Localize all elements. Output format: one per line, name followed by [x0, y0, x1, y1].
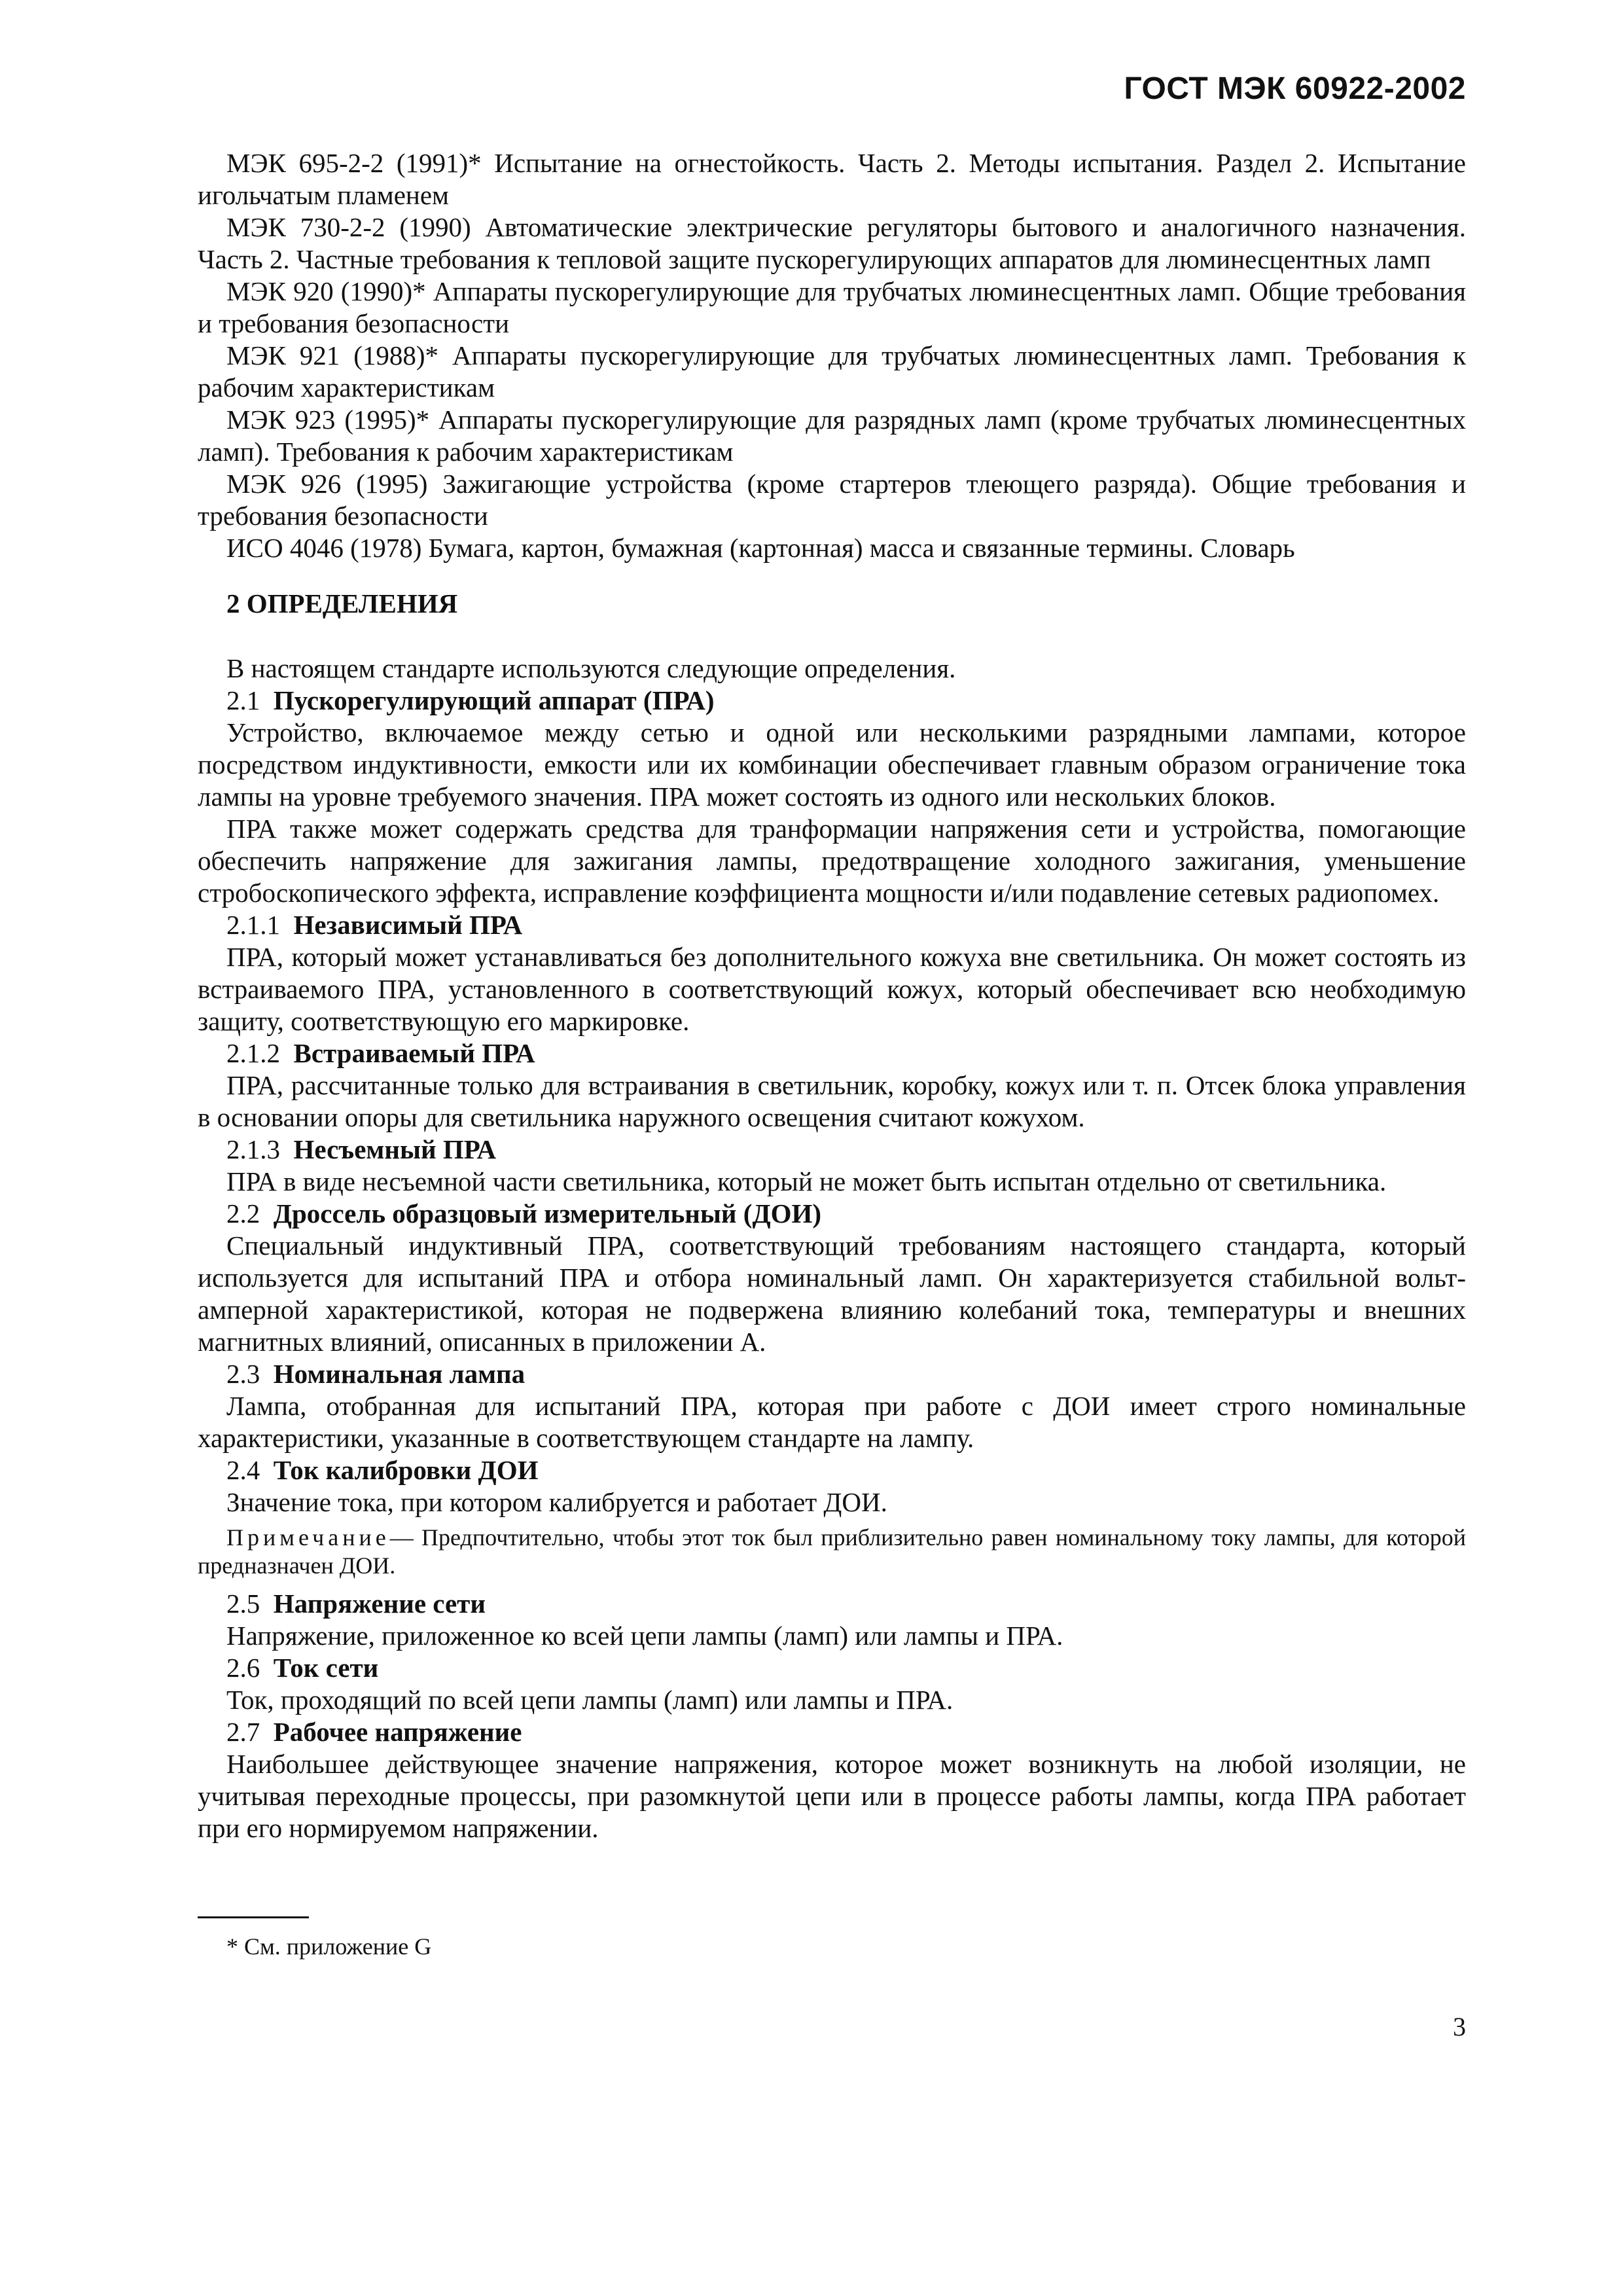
definition-text: ПРА, рассчитанные только для встраивания в светильник, коробку, кожух или т. п. Отсек блока управления в основании опоры для светильника наружного освещения считают кожухом. — [198, 1070, 1466, 1132]
term-number: 2.4 — [226, 1455, 260, 1485]
footnote-divider — [198, 1916, 309, 1918]
reference-entry: МЭК 921 (1988)* Аппараты пускорегулирующие для трубчатых люминесцентных ламп. Требования к рабочим характеристикам — [198, 340, 1466, 403]
definition-text: ПРА в виде несъемной части светильника, который не может быть испытан отдельно от светильника. — [226, 1166, 1387, 1196]
definition-item — [198, 1652, 1466, 1716]
definition-term — [198, 1198, 1466, 1230]
page-number: 3 — [1453, 2012, 1466, 2041]
definition-item — [198, 1454, 1466, 1580]
definition-text: Наибольшее действующее значение напряжения, которое может возникнуть на любой изоляции, не учитывая переходные процессы, при разомкнутой цепи или в процессе работы лампы, когда ПРА работает при его нормируемом напряжении. — [198, 1749, 1466, 1843]
document-body — [198, 147, 1466, 1844]
term-number: 2.1.1 — [226, 910, 280, 940]
term-name: Номинальная лампа — [273, 1359, 526, 1389]
term-name: Несъемный ПРА — [293, 1134, 497, 1164]
definition-text: ПРА также может содержать средства для транформации напряжения сети и устройства, помогающие обеспечить напряжение для зажигания лампы, предотвращение холодного зажигания, уменьшение стробоскопического эффекта, исправление коэффициента мощности и/или подавление сетевых радиопомех. — [198, 814, 1466, 908]
references-list — [198, 147, 1466, 564]
definition-item — [198, 1716, 1466, 1844]
definition-item — [198, 1198, 1466, 1358]
definition-text: Устройство, включаемое между сетью и одной или несколькими разрядными лампами, которое посредством индуктивности, емкости или их комбинации обеспечивает главным образом ограничение тока лампы на уровне требуемого значения. ПРА может состоять из одного или нескольких блоков. — [198, 717, 1466, 812]
definition-item — [198, 685, 1466, 909]
definition-text: ПРА, который может устанавливаться без дополнительного кожуха вне светильника. Он может состоять из встраиваемого ПРА, установленного в соответствующий кожух, который обеспечивает всю необходимую защиту, соответствующую его маркировке. — [198, 942, 1466, 1036]
footnote: * См. приложение G — [226, 1933, 432, 1960]
term-name: Пускорегулирующий аппарат (ПРА) — [273, 685, 715, 715]
definition-term — [198, 1134, 1466, 1166]
note-label: Примечание — [226, 1524, 390, 1551]
term-name: Ток сети — [273, 1653, 379, 1683]
term-name: Дроссель образцовый измерительный (ДОИ) — [273, 1198, 822, 1229]
term-number: 2.3 — [226, 1359, 260, 1389]
definition-text: Значение тока, при котором калибруется и работает ДОИ. — [226, 1487, 887, 1517]
reference-entry: МЭК 920 (1990)* Аппараты пускорегулирующие для трубчатых люминесцентных ламп. Общие требования и требования безопасности — [198, 276, 1466, 338]
term-number: 2.2 — [226, 1198, 260, 1229]
definition-term — [198, 909, 1466, 941]
definition-term — [198, 1652, 1466, 1684]
definition-item — [198, 1037, 1466, 1134]
reference-entry: МЭК 923 (1995)* Аппараты пускорегулирующие для разрядных ламп (кроме трубчатых люминесцентных ламп). Требования к рабочим характеристикам — [198, 404, 1466, 467]
standard-code-header: ГОСТ МЭК 60922-2002 — [1124, 71, 1466, 106]
reference-entry: МЭК 730-2-2 (1990) Автоматические электрические регуляторы бытового и аналогичного назначения. Часть 2. Частные требования к тепловой защите пускорегулирующих аппаратов для люминесцентных ламп — [198, 212, 1466, 274]
definition-term — [198, 1588, 1466, 1620]
term-name: Ток калибровки ДОИ — [273, 1455, 539, 1485]
term-number: 2.1.2 — [226, 1038, 280, 1068]
term-number: 2.6 — [226, 1653, 260, 1683]
section-heading: 2 ОПРЕДЕЛЕНИЯ — [226, 588, 458, 619]
term-number: 2.1 — [226, 685, 260, 715]
definition-item — [198, 1358, 1466, 1454]
term-name: Встраиваемый ПРА — [293, 1038, 535, 1068]
term-number: 2.7 — [226, 1717, 260, 1747]
definition-item — [198, 909, 1466, 1037]
term-number: 2.1.3 — [226, 1134, 280, 1164]
definition-term — [198, 685, 1466, 717]
definition-term — [198, 1454, 1466, 1486]
definition-term — [198, 1358, 1466, 1390]
reference-entry: МЭК 695-2-2 (1991)* Испытание на огнестойкость. Часть 2. Методы испытания. Раздел 2. Испытание игольчатым пламенем — [198, 148, 1466, 210]
definition-text: Лампа, отобранная для испытаний ПРА, которая при работе с ДОИ имеет строго номинальные характеристики, указанные в соответствующем стандарте на лампу. — [198, 1391, 1466, 1453]
reference-entry: ИСО 4046 (1978) Бумага, картон, бумажная (картонная) масса и связанные термины. Словарь — [226, 533, 1295, 563]
definition-text: Специальный индуктивный ПРА, соответствующий требованиям настоящего стандарта, который используется для испытаний ПРА и отбора номинальный ламп. Он характеризуется стабильной вольт-амперной характеристикой, которая не подвержена влиянию колебаний тока, температуры и внешних магнитных влияний, описанных в приложении А. — [198, 1230, 1466, 1357]
definition-item — [198, 1134, 1466, 1198]
definition-term — [198, 1716, 1466, 1748]
section-intro: В настоящем стандарте используются следующие определения. — [226, 653, 956, 683]
reference-entry: МЭК 926 (1995) Зажигающие устройства (кроме стартеров тлеющего разряда). Общие требования и требования безопасности — [198, 469, 1466, 531]
term-name: Рабочее напряжение — [273, 1717, 522, 1747]
term-number: 2.5 — [226, 1588, 260, 1619]
definition-note — [198, 1524, 1466, 1580]
definition-text: Напряжение, приложенное ко всей цепи лампы (ламп) или лампы и ПРА. — [226, 1621, 1063, 1651]
definition-term — [198, 1037, 1466, 1069]
term-name: Независимый ПРА — [293, 910, 523, 940]
note-text: — Предпочтительно, чтобы этот ток был приблизительно равен номинальному току лампы, для которой предназначен ДОИ. — [198, 1524, 1466, 1579]
definition-item — [198, 1588, 1466, 1652]
term-name: Напряжение сети — [273, 1588, 486, 1619]
definition-text: Ток, проходящий по всей цепи лампы (ламп) или лампы и ПРА. — [226, 1685, 954, 1715]
